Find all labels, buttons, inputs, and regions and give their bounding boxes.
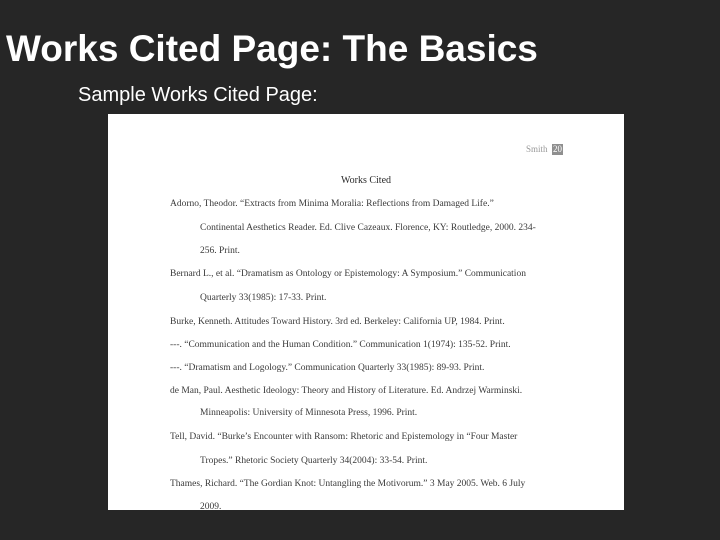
citation-line: Adorno, Theodor. “Extracts from Minima Moralia: Reflections from Damaged Life.”	[170, 199, 494, 209]
citation-line: Tropes.” Rhetoric Society Quarterly 34(2004): 33-54. Print.	[200, 456, 428, 466]
citation-line: 256. Print.	[200, 246, 240, 256]
slide-subtitle: Sample Works Cited Page:	[78, 84, 318, 106]
slide-title: Works Cited Page: The Basics	[6, 28, 538, 69]
citation-line: ---. “Communication and the Human Condition.” Communication 1(1974): 135-52. Print.	[170, 340, 511, 350]
running-header-name: Smith	[526, 144, 548, 154]
citation-line: Bernard L., et al. “Dramatism as Ontology or Epistemology: A Symposium.” Communication	[170, 269, 526, 279]
works-cited-document-image	[108, 114, 624, 510]
citation-line: Minneapolis: University of Minnesota Press, 1996. Print.	[200, 408, 418, 418]
citation-line: ---. “Dramatism and Logology.” Communication Quarterly 33(1985): 89-93. Print.	[170, 363, 485, 373]
citation-line: Tell, David. “Burke’s Encounter with Ransom: Rhetoric and Epistemology in “Four Master	[170, 432, 518, 442]
document-title: Works Cited	[340, 175, 392, 186]
running-header-page-number: 20	[553, 144, 562, 154]
citation-line: Quarterly 33(1985): 17-33. Print.	[200, 293, 327, 303]
citation-line: 2009.	[200, 502, 222, 510]
citation-line: Thames, Richard. “The Gordian Knot: Untangling the Motivorum.” 3 May 2005. Web. 6 July	[170, 479, 526, 489]
citation-line: Continental Aesthetics Reader. Ed. Clive Cazeaux. Florence, KY: Routledge, 2000. 234-	[200, 223, 536, 233]
citation-line: de Man, Paul. Aesthetic Ideology: Theory and History of Literature. Ed. Andrzej Warminski.	[170, 386, 523, 396]
citation-line: Burke, Kenneth. Attitudes Toward History. 3rd ed. Berkeley: California UP, 1984. Print.	[170, 317, 505, 327]
